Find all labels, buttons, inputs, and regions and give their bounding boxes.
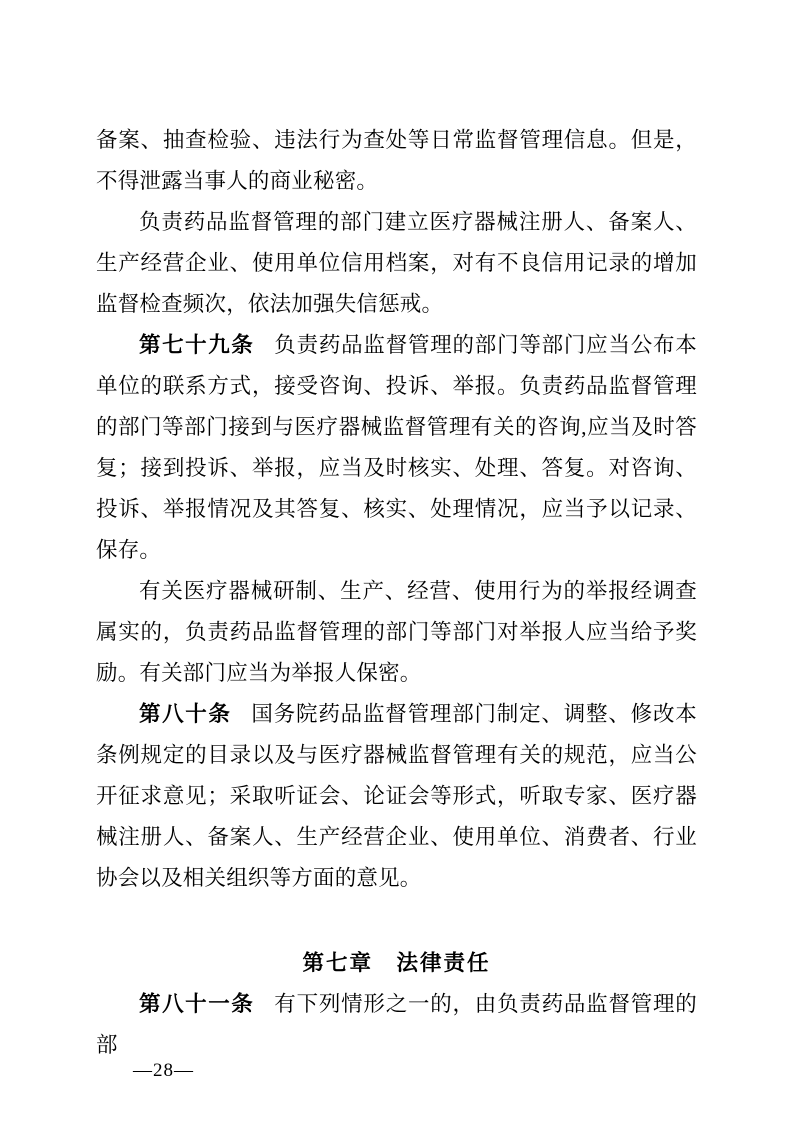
paragraph-3 [96, 325, 697, 571]
page-number-footer [0, 1060, 793, 1082]
paragraph-text: 有下列情形之一的，由负责药品监督管理的部 [96, 992, 697, 1057]
document-body [96, 120, 697, 1066]
paragraph-text: 备案、抽查检验、违法行为查处等日常监督管理信息。但是，不得泄露当事人的商业秘密。 [96, 128, 697, 193]
paragraph-6 [96, 984, 697, 1066]
page-number: —28— [133, 1060, 194, 1081]
article-label-79: 第七十九条 [139, 333, 255, 357]
paragraph-text: 国务院药品监督管理部门制定、调整、修改本条例规定的目录以及与医疗器械监督管理有关的规范，应当公开征求意见；采取听证会、论证会等形式，听取专家、医疗器械注册人、备案人、生产经营企业、使用单位、消费者、行业协会以及相关组织等方面的意见。 [96, 702, 697, 890]
paragraph-2 [96, 202, 697, 325]
paragraph-text: 负责药品监督管理的部门建立医疗器械注册人、备案人、生产经营企业、使用单位信用档案，对有不良信用记录的增加监督检查频次，依法加强失信惩戒。 [96, 210, 697, 316]
chapter-heading: 第七章 法律责任 [302, 951, 491, 975]
paragraph-text: 负责药品监督管理的部门等部门应当公布本单位的联系方式，接受咨询、投诉、举报。负责药品监督管理的部门等部门接到与医疗器械监督管理有关的咨询,应当及时答复；接到投诉、举报，应当及时核实、处理、答复。对咨询、投诉、举报情况及其答复、核实、处理情况，应当予以记录、保存。 [96, 333, 697, 562]
article-label-80: 第八十条 [139, 702, 232, 726]
article-label-81: 第八十一条 [139, 992, 255, 1016]
paragraph-text: 有关医疗器械研制、生产、经营、使用行为的举报经调查属实的，负责药品监督管理的部门等部门对举报人应当给予奖励。有关部门应当为举报人保密。 [96, 579, 697, 685]
paragraph-4 [96, 571, 697, 694]
paragraph-1 [96, 120, 697, 202]
paragraph-5 [96, 694, 697, 899]
